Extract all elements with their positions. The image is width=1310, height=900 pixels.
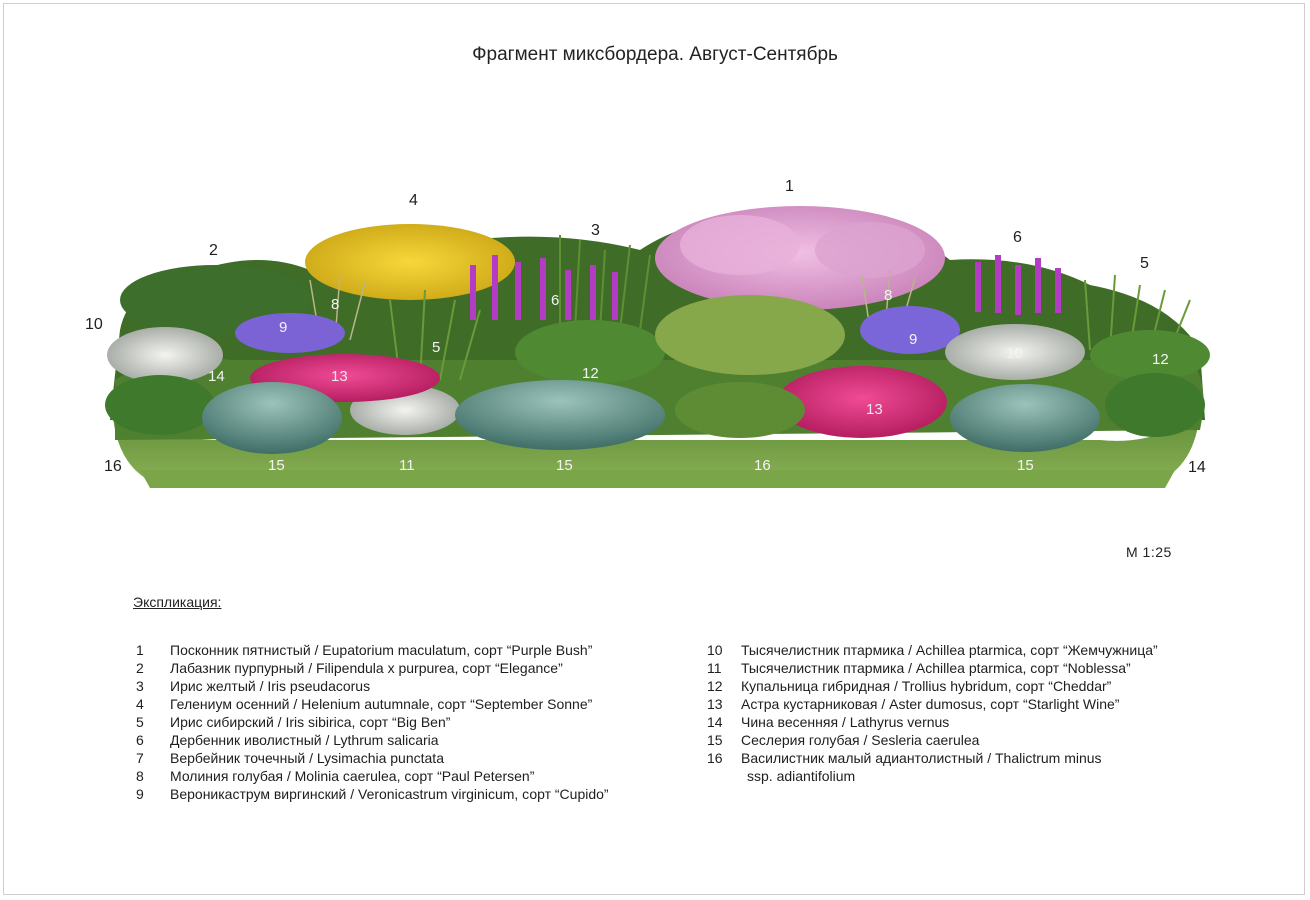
label-15-left: 15 <box>268 457 285 474</box>
label-2: 2 <box>209 242 218 259</box>
legend-item-text: Молиния голубая / Molinia caerulea, сорт “Paul Petersen” <box>170 768 535 784</box>
label-8-left: 8 <box>331 296 340 313</box>
legend-item <box>136 767 609 785</box>
legend-item <box>136 731 609 749</box>
legend-item-number: 7 <box>136 750 144 766</box>
label-13-left: 13 <box>331 368 348 385</box>
legend-item-text: Вероникаструм виргинский / Veronicastrum virginicum, сорт “Cupido” <box>170 786 609 802</box>
legend-item-text: Тысячелистник птармика / Achillea ptarmica, сорт “Noblessa” <box>741 660 1131 676</box>
label-14-left: 14 <box>208 368 225 385</box>
legend-item <box>136 641 609 659</box>
label-16-edge: 16 <box>104 458 122 475</box>
label-10-mid: 10 <box>1006 345 1023 362</box>
legend-item-text: Сеслерия голубая / Sesleria caerulea <box>741 732 980 748</box>
legend-right <box>707 641 1158 785</box>
label-3: 3 <box>591 222 600 239</box>
legend-item <box>707 677 1158 695</box>
legend-item-number: 1 <box>136 642 144 658</box>
legend-item-text: Василистник малый адиантолистный / Thalictrum minus <box>741 750 1102 766</box>
page-title: Фрагмент миксбордера. Август-Сентябрь <box>472 44 838 65</box>
label-4: 4 <box>409 192 418 209</box>
legend-item-number: 4 <box>136 696 144 712</box>
label-15-right: 15 <box>1017 457 1034 474</box>
legend-left <box>136 641 609 803</box>
legend-item-number: 15 <box>707 732 723 748</box>
explication-heading: Экспликация: <box>133 594 222 610</box>
label-12-right: 12 <box>1152 351 1169 368</box>
legend-item-text: Ирис сибирский / Iris sibirica, сорт “Big Ben” <box>170 714 451 730</box>
label-6-left: 6 <box>551 292 560 309</box>
legend-item-number: 6 <box>136 732 144 748</box>
label-5-top: 5 <box>1140 255 1149 272</box>
legend-item <box>136 785 609 803</box>
legend-item-text: Ирис желтый / Iris pseudacorus <box>170 678 371 694</box>
legend-item-text: Купальница гибридная / Trollius hybridum, сорт “Cheddar” <box>741 678 1112 694</box>
legend-item-number: 9 <box>136 786 144 802</box>
label-5-mid: 5 <box>432 339 441 356</box>
label-12-mid: 12 <box>582 365 599 382</box>
legend-item <box>136 749 609 767</box>
label-1: 1 <box>785 178 794 195</box>
legend-item-text: Тысячелистник птармика / Achillea ptarmica, сорт “Жемчужница” <box>741 642 1158 658</box>
legend-item <box>707 641 1158 659</box>
legend-item-number: 3 <box>136 678 144 694</box>
label-14-edge: 14 <box>1188 459 1206 476</box>
legend-item-text: Дербенник иволистный / Lythrum salicaria <box>170 732 439 748</box>
legend-item-number: 14 <box>707 714 723 730</box>
legend-item-text: Посконник пятнистый / Eupatorium maculatum, сорт “Purple Bush” <box>170 642 593 658</box>
legend-item-text: Лабазник пурпурный / Filipendula x purpurea, сорт “Elegance” <box>170 660 563 676</box>
legend-item-number: 10 <box>707 642 723 658</box>
scale-label: М 1:25 <box>1126 544 1172 560</box>
legend-item-text: Чина весенняя / Lathyrus vernus <box>741 714 950 730</box>
label-16-mid: 16 <box>754 457 771 474</box>
legend-item <box>136 695 609 713</box>
legend-item <box>707 659 1158 677</box>
label-10-edge: 10 <box>85 316 103 333</box>
label-9-right: 9 <box>909 331 918 348</box>
legend-item <box>136 677 609 695</box>
legend-item-number: 8 <box>136 768 144 784</box>
legend-item <box>707 749 1158 767</box>
legend-item <box>707 713 1158 731</box>
label-9-left: 9 <box>279 319 288 336</box>
legend-item-text: Вербейник точечный / Lysimachia punctata <box>170 750 444 766</box>
label-15-mid: 15 <box>556 457 573 474</box>
legend-item-text: Астра кустарниковая / Aster dumosus, сорт “Starlight Wine” <box>741 696 1120 712</box>
label-6-top: 6 <box>1013 229 1022 246</box>
legend-item-number: 12 <box>707 678 723 694</box>
label-13-right: 13 <box>866 401 883 418</box>
label-11: 11 <box>399 457 415 474</box>
legend-item-continuation: ssp. adiantifolium <box>747 768 856 784</box>
legend-item-number: 5 <box>136 714 144 730</box>
legend-item-number: 2 <box>136 660 144 676</box>
legend-item <box>136 659 609 677</box>
legend-item <box>707 731 1158 749</box>
legend-item-number: 11 <box>707 660 722 676</box>
legend-item-text: Гелениум осенний / Helenium autumnale, сорт “September Sonne” <box>170 696 593 712</box>
legend-item-number: 13 <box>707 696 723 712</box>
label-8-right: 8 <box>884 287 893 304</box>
legend-item-number: 16 <box>707 750 723 766</box>
legend-item <box>136 713 609 731</box>
legend-item <box>707 695 1158 713</box>
